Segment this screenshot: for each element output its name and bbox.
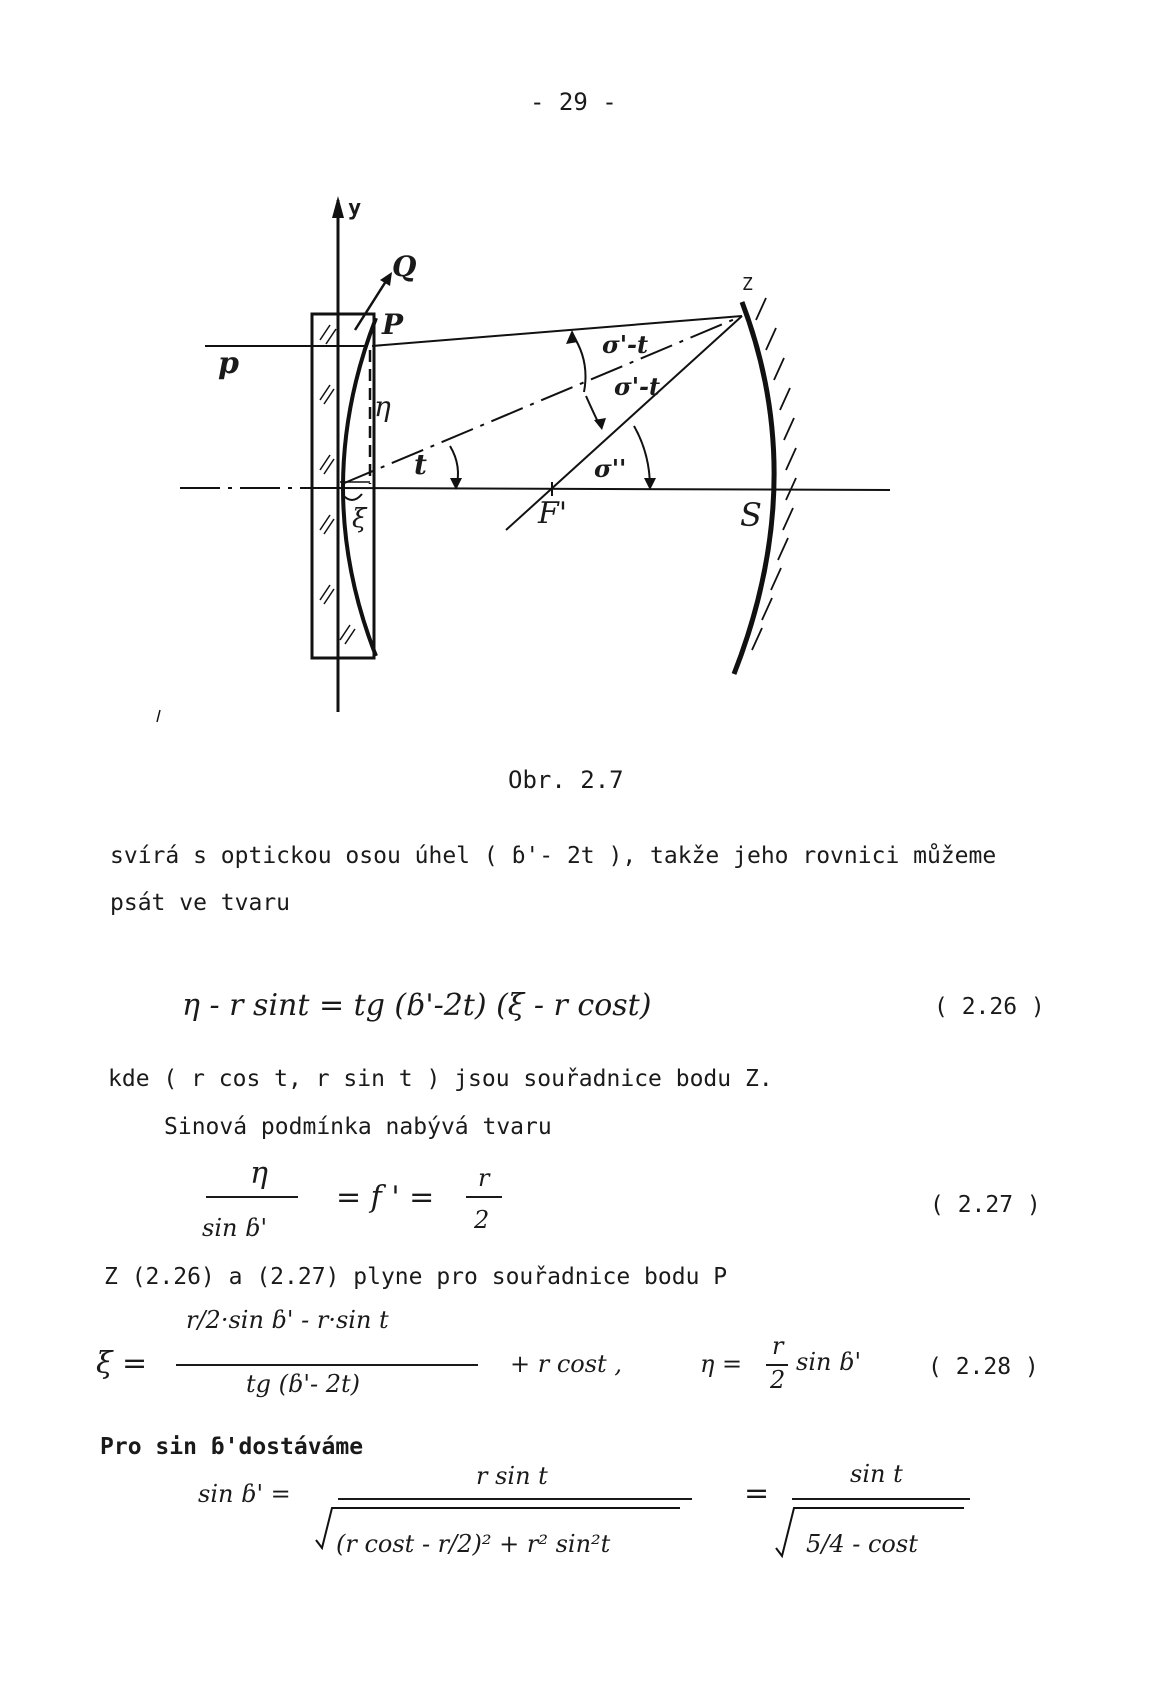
- eq229-fraction-bar-2: [792, 1498, 970, 1500]
- label-q: Q: [392, 250, 417, 283]
- eq227-r-numerator: r: [478, 1164, 490, 1192]
- eq228-r-numerator: r: [772, 1332, 784, 1360]
- label-f-prime: F': [538, 496, 568, 531]
- eq228-tail: + r cost ,: [510, 1350, 622, 1378]
- eq229-equals: =: [744, 1476, 770, 1511]
- eq229-numerator: r sin t: [476, 1462, 548, 1490]
- eq227-r-denominator: 2: [474, 1206, 490, 1234]
- eq229-denominator-2: 5/4 - cost: [806, 1530, 918, 1558]
- eq228-lhs: ξ =: [96, 1346, 148, 1381]
- body-line-2: psát ve tvaru: [110, 890, 291, 916]
- equation-number-2-26: ( 2.26 ): [934, 994, 1045, 1020]
- equation-number-2-27: ( 2.27 ): [930, 1192, 1041, 1218]
- eq228-sinb: sin ɓ': [796, 1348, 862, 1376]
- eq228-eta: η =: [700, 1350, 743, 1378]
- pro-sin-line: Pro sin ɓ'dostáváme: [100, 1434, 364, 1460]
- label-sigma-double-prime: σ'': [594, 454, 627, 483]
- figure-caption: Obr. 2.7: [508, 766, 624, 794]
- eq228-numerator: r/2·sin ɓ' - r·sin t: [186, 1306, 389, 1334]
- label-xi: ξ: [352, 504, 367, 534]
- label-p-ray: p: [218, 346, 239, 381]
- eq227-fraction-bar: [206, 1196, 298, 1198]
- equation-number-2-28: ( 2.28 ): [928, 1354, 1039, 1380]
- eq228-fraction-bar: [176, 1364, 478, 1366]
- label-sigma-minus-t-2: σ'-t: [614, 372, 661, 401]
- label-sigma-minus-t-1: σ'-t: [602, 330, 649, 359]
- eq227-numerator: η: [250, 1156, 268, 1191]
- eq228-r-denominator: 2: [770, 1366, 786, 1394]
- label-eta: η: [374, 390, 391, 423]
- eq227-denominator: sin ɓ': [202, 1214, 268, 1242]
- equation-2-26: η - r sint = tg (ɓ'-2t) (ξ - r cost): [182, 988, 652, 1023]
- kde-line: kde ( r cos t, r sin t ) jsou souřadnice bodu Z.: [108, 1066, 773, 1092]
- eq227-middle: = f ' =: [336, 1180, 435, 1215]
- label-t: t: [414, 448, 427, 481]
- eq229-denominator: (r cost - r/2)² + r² sin²t: [336, 1530, 611, 1558]
- label-z: Z: [742, 274, 753, 295]
- eq228-denominator: tg (ɓ'- 2t): [246, 1370, 360, 1398]
- eq227-r-bar: [466, 1196, 502, 1198]
- sinova-line: Sinová podmínka nabývá tvaru: [164, 1114, 552, 1140]
- label-p-point: P: [382, 308, 404, 341]
- eq229-lhs: sin ɓ' =: [198, 1480, 291, 1508]
- body-line-1: svírá s optickou osou úhel ( ɓ'- 2t ), takže jeho rovnici můžeme: [110, 843, 997, 869]
- label-s: S: [740, 496, 762, 534]
- eq229-fraction-bar: [338, 1498, 692, 1500]
- z-line: Z (2.26) a (2.27) plyne pro souřadnice bodu P: [104, 1264, 728, 1290]
- figure-optical-diagram: [0, 0, 1157, 760]
- eq229-numerator-2: sin t: [850, 1460, 903, 1488]
- page-number: - 29 -: [530, 88, 617, 116]
- label-y-axis: y: [348, 196, 362, 221]
